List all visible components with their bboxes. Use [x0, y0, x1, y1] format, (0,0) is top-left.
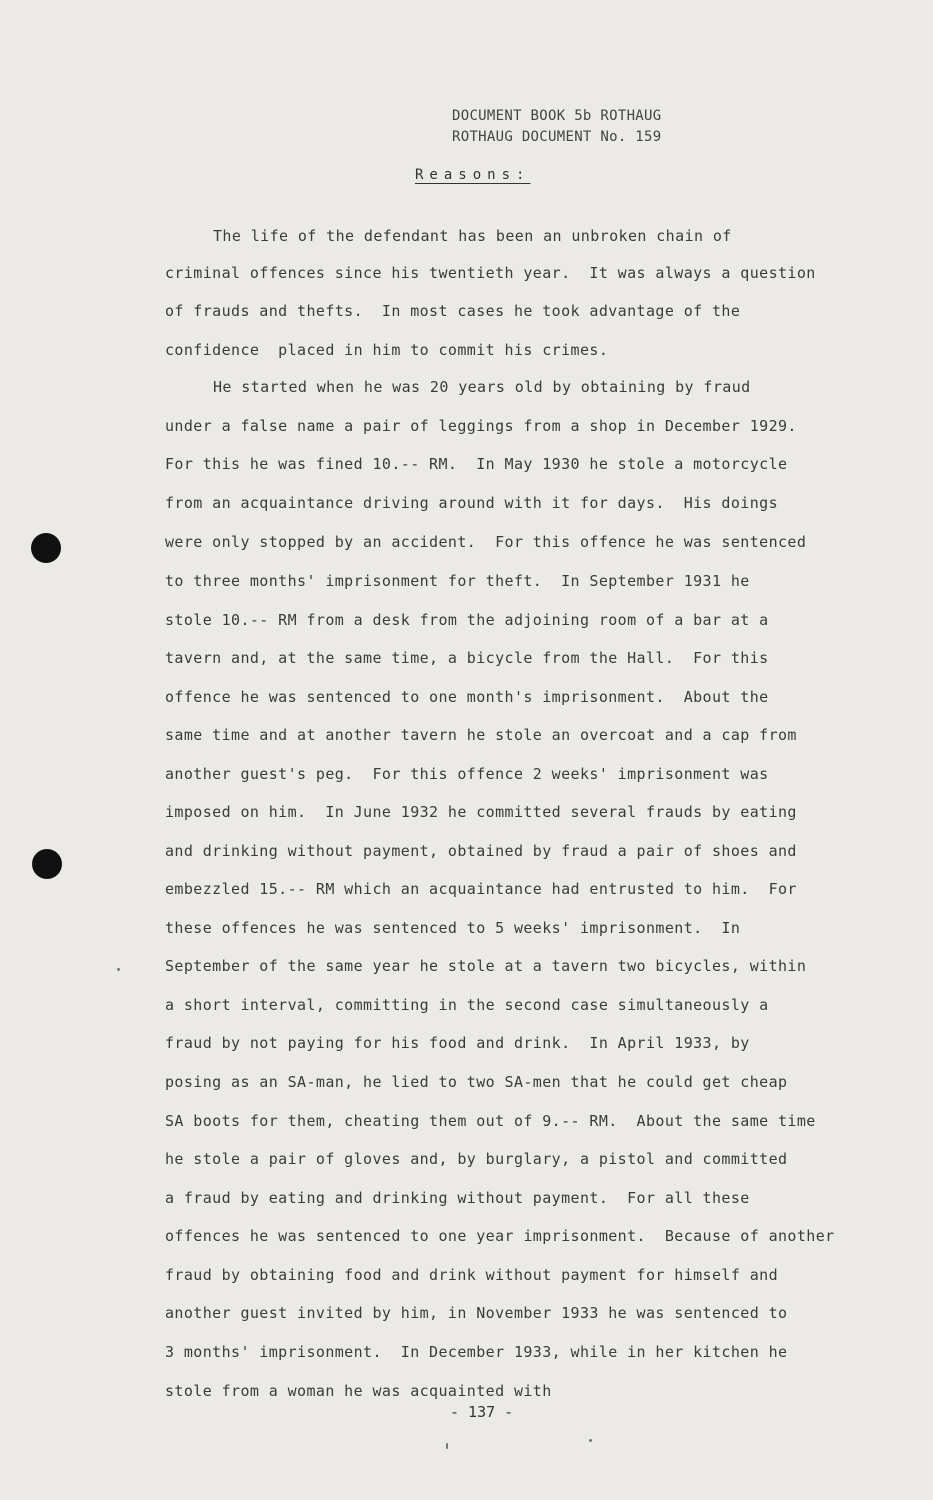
body-line: criminal offences since his twentieth year. It was always a question	[165, 264, 816, 282]
body-line: He started when he was 20 years old by obtaining by fraud	[213, 378, 751, 396]
body-line: another guest invited by him, in November 1933 he was sentenced to	[165, 1304, 788, 1322]
punch-hole-upper	[31, 533, 61, 563]
body-line: he stole a pair of gloves and, by burglary, a pistol and committed	[165, 1150, 788, 1168]
body-line: fraud by obtaining food and drink without payment for himself and	[165, 1266, 778, 1284]
paper-speck	[446, 1443, 448, 1449]
body-line: to three months' imprisonment for theft. In September 1931 he	[165, 572, 750, 590]
document-number-header: ROTHAUG DOCUMENT No. 159	[452, 129, 662, 145]
body-line: September of the same year he stole at a tavern two bicycles, within	[165, 957, 807, 975]
body-line: of frauds and thefts. In most cases he took advantage of the	[165, 302, 741, 320]
page-number: - 137 -	[450, 1403, 514, 1421]
body-line: The life of the defendant has been an unbroken chain of	[213, 227, 732, 245]
document-book-header: DOCUMENT BOOK 5b ROTHAUG	[452, 108, 662, 124]
paper-speck	[117, 968, 120, 971]
body-line: a fraud by eating and drinking without payment. For all these	[165, 1189, 750, 1207]
body-line: SA boots for them, cheating them out of 9.-- RM. About the same time	[165, 1112, 816, 1130]
body-line: stole 10.-- RM from a desk from the adjoining room of a bar at a	[165, 611, 769, 629]
paper-speck	[589, 1439, 592, 1442]
punch-hole-lower	[32, 849, 62, 879]
body-line: these offences he was sentenced to 5 weeks' imprisonment. In	[165, 919, 741, 937]
body-line: offences he was sentenced to one year imprisonment. Because of another	[165, 1227, 835, 1245]
body-line: posing as an SA-man, he lied to two SA-men that he could get cheap	[165, 1073, 788, 1091]
body-line: offence he was sentenced to one month's imprisonment. About the	[165, 688, 769, 706]
body-line: a short interval, committing in the second case simultaneously a	[165, 996, 769, 1014]
body-line: embezzled 15.-- RM which an acquaintance had entrusted to him. For	[165, 880, 797, 898]
body-line: were only stopped by an accident. For this offence he was sentenced	[165, 533, 807, 551]
section-title: Reasons:	[415, 167, 531, 183]
body-line: For this he was fined 10.-- RM. In May 1930 he stole a motorcycle	[165, 455, 788, 473]
body-line: same time and at another tavern he stole an overcoat and a cap from	[165, 726, 797, 744]
body-line: from an acquaintance driving around with it for days. His doings	[165, 494, 778, 512]
body-line: tavern and, at the same time, a bicycle from the Hall. For this	[165, 649, 769, 667]
body-line: and drinking without payment, obtained by fraud a pair of shoes and	[165, 842, 797, 860]
body-line: stole from a woman he was acquainted with	[165, 1382, 552, 1400]
body-line: fraud by not paying for his food and drink. In April 1933, by	[165, 1034, 750, 1052]
body-line: 3 months' imprisonment. In December 1933, while in her kitchen he	[165, 1343, 788, 1361]
body-line: confidence placed in him to commit his crimes.	[165, 341, 609, 359]
body-line: another guest's peg. For this offence 2 weeks' imprisonment was	[165, 765, 769, 783]
body-line: imposed on him. In June 1932 he committed several frauds by eating	[165, 803, 797, 821]
body-line: under a false name a pair of leggings from a shop in December 1929.	[165, 417, 797, 435]
